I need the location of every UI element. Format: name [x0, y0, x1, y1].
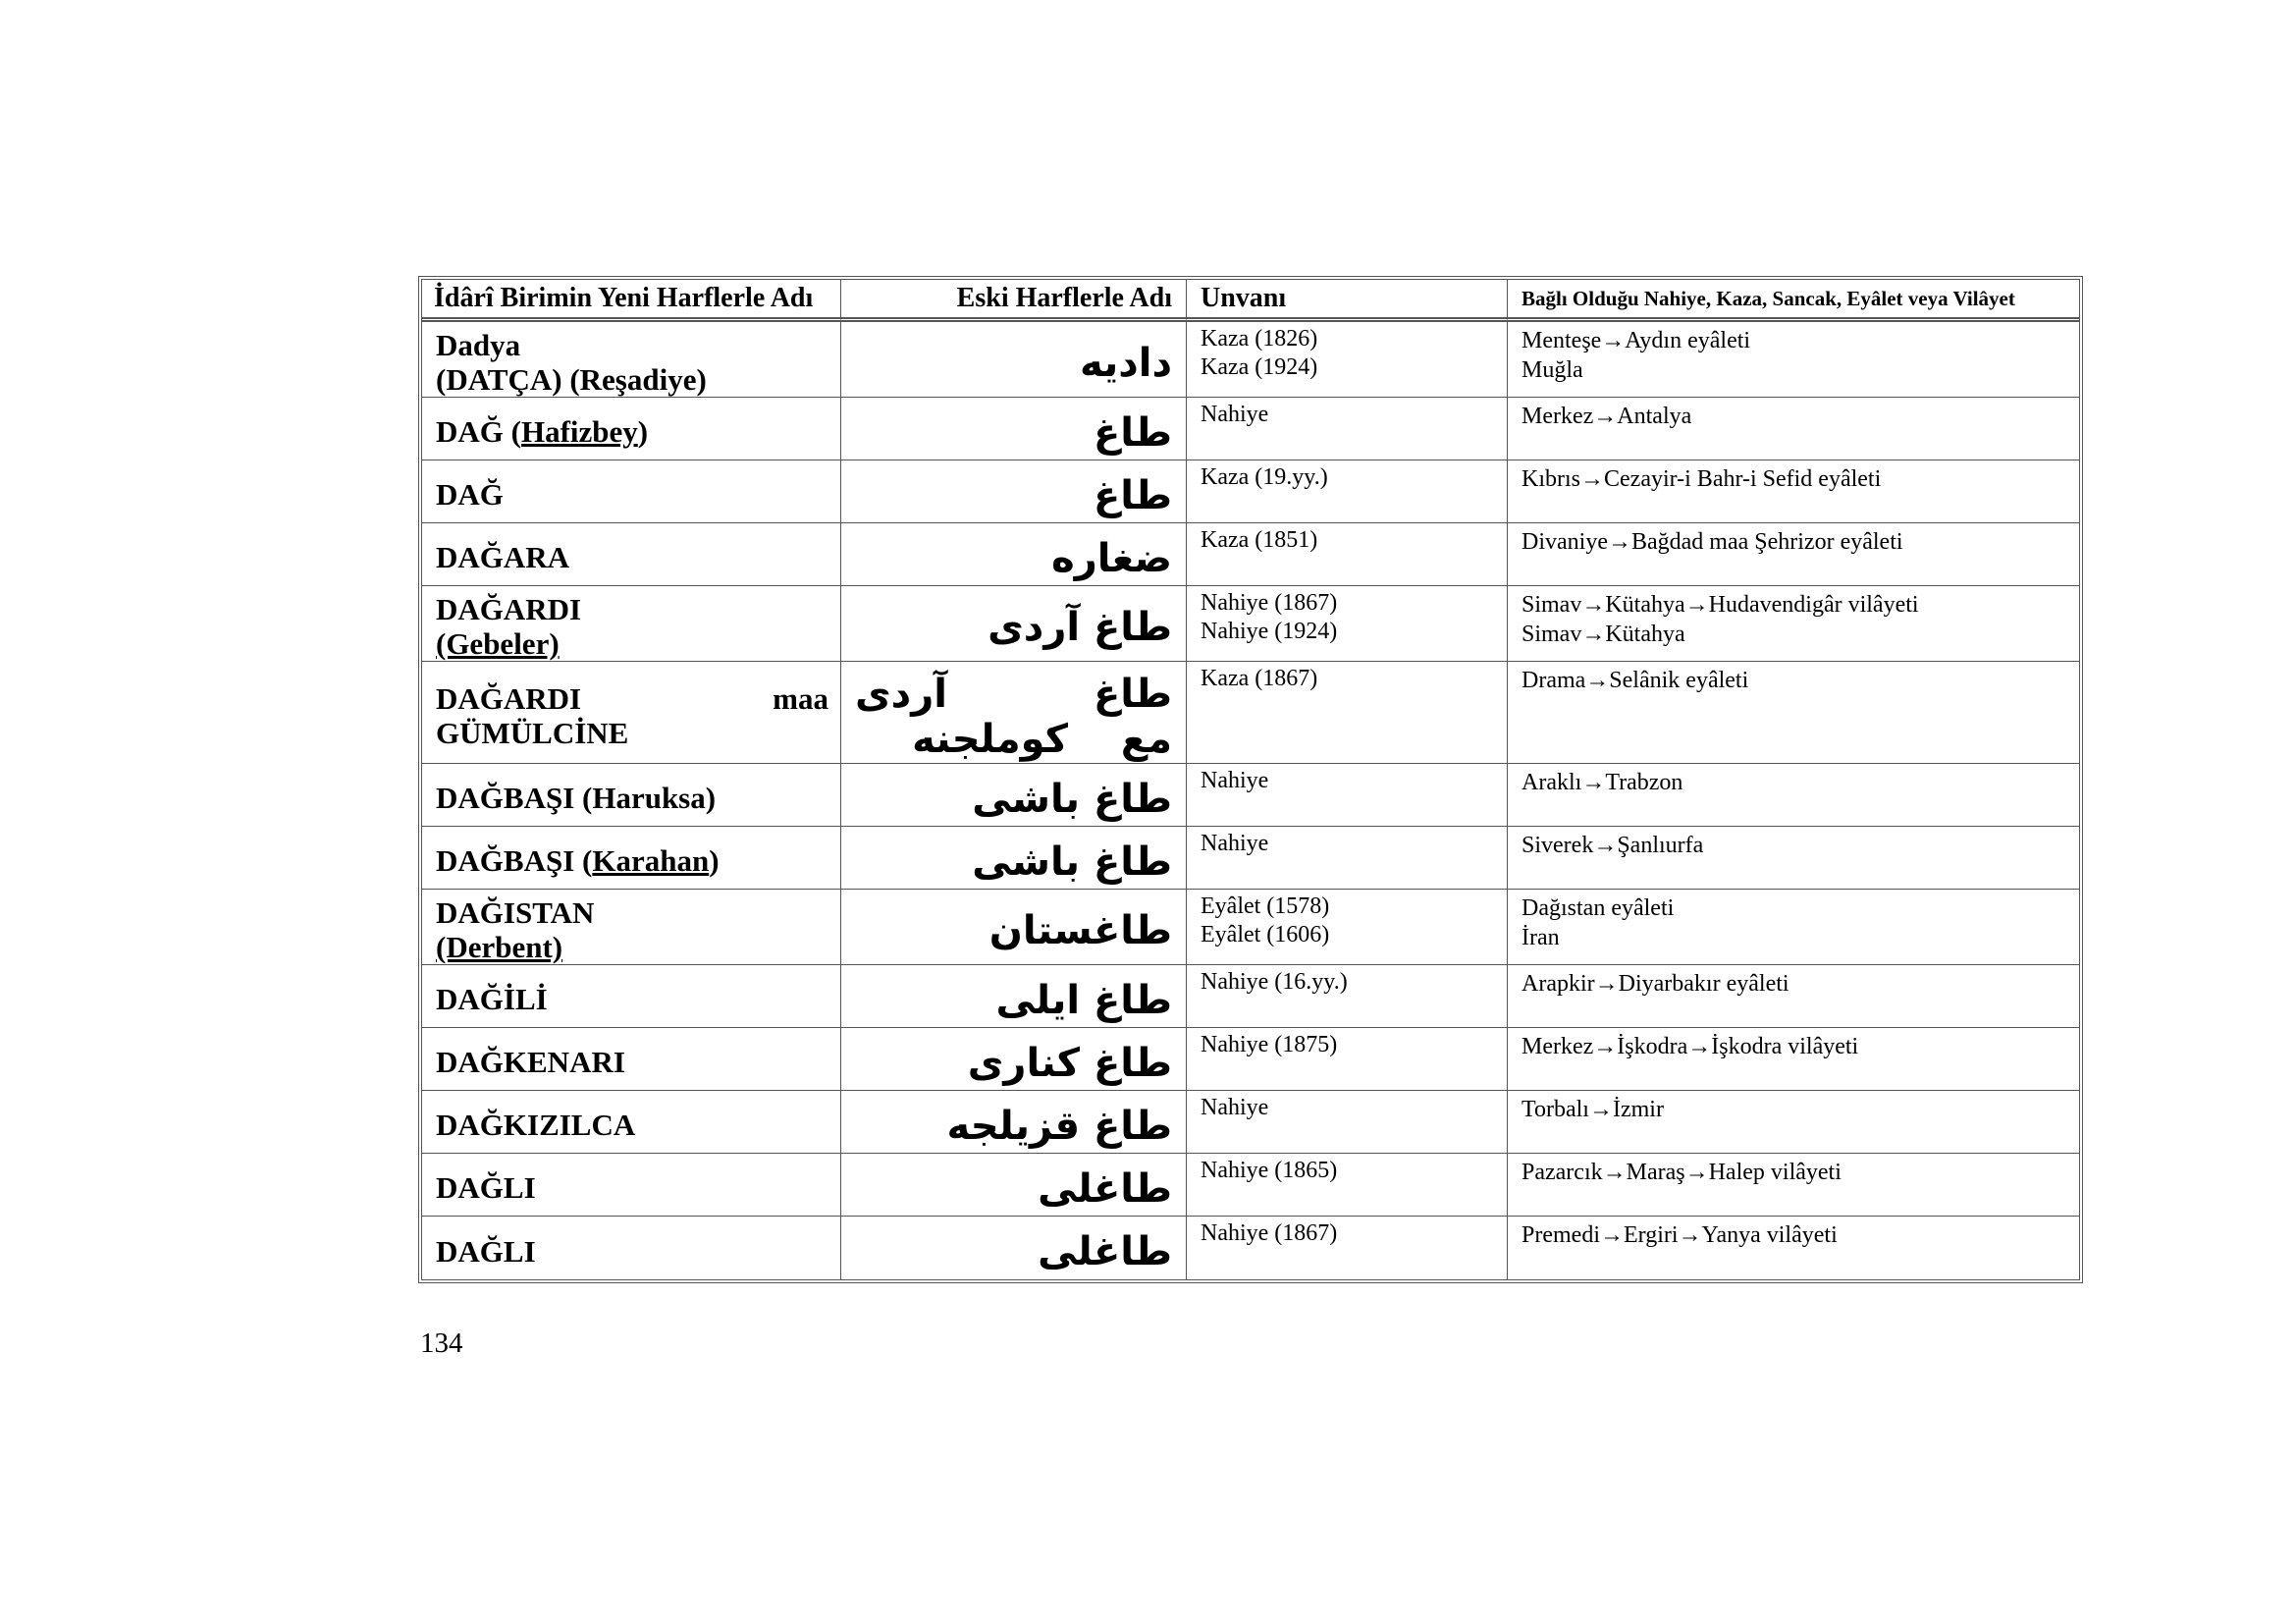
header-affiliation: Bağlı Olduğu Nahiye, Kaza, Sancak, Eyâlet veya Vilâyet	[1508, 280, 2079, 322]
affiliation-line: Merkez→İşkodra→İşkodra vilâyeti	[1522, 1034, 1859, 1059]
affiliation-cell	[1508, 827, 2079, 890]
affiliation-cell	[1508, 662, 2079, 764]
new-name-cell	[422, 827, 841, 890]
affiliation-line: Drama→Selânik eyâleti	[1522, 668, 1749, 693]
table-row	[422, 662, 2079, 764]
affiliation-line: Araklı→Trabzon	[1522, 770, 1683, 795]
affiliation-cell	[1508, 1028, 2079, 1091]
affiliation-line: Divaniye→Bağdad maa Şehrizor eyâleti	[1522, 529, 1903, 555]
new-name-line: DAĞKIZILCA	[436, 1108, 636, 1142]
old-name-cell: طاغ باشی	[841, 827, 1187, 890]
title-cell	[1187, 1028, 1508, 1091]
old-name-cell: طاغ کناری	[841, 1028, 1187, 1091]
title-line: Kaza (1851)	[1201, 527, 1318, 553]
affiliation-line: Pazarcık→Maraş→Halep vilâyeti	[1522, 1160, 1842, 1185]
new-name-cell	[422, 1217, 841, 1279]
table-header-row	[422, 280, 2079, 322]
title-cell	[1187, 827, 1508, 890]
old-name-cell: طاغ آردی	[841, 586, 1187, 662]
old-name-cell: دادیه	[841, 322, 1187, 398]
old-name-cell: طاغلی	[841, 1154, 1187, 1217]
new-name-cell	[422, 1154, 841, 1217]
affiliation-cell	[1508, 1154, 2079, 1217]
title-line: Kaza (19.yy.)	[1201, 464, 1328, 490]
affiliation-cell	[1508, 523, 2079, 586]
affiliation-line: Siverek→Şanlıurfa	[1522, 833, 1704, 858]
new-name-text: maa	[773, 680, 828, 716]
new-name-line: DAĞARA	[436, 540, 570, 574]
title-line: Kaza (1867)	[1201, 666, 1318, 691]
affiliation-line: Menteşe→Aydın eyâleti	[1522, 328, 1751, 353]
new-name-text: )	[637, 414, 649, 449]
new-name-line: (DATÇA) (Reşadiye)	[436, 362, 707, 397]
table-row	[422, 523, 2079, 586]
new-name-text: DAĞBAŞI (	[436, 843, 593, 878]
affiliation-cell	[1508, 1217, 2079, 1279]
new-name-line: DAĞ	[436, 477, 504, 512]
affiliation-cell	[1508, 965, 2079, 1028]
title-line: Nahiye (1865)	[1201, 1158, 1338, 1183]
table-row	[422, 827, 2079, 890]
new-name-line: Dadya	[436, 328, 521, 362]
title-line: Nahiye (16.yy.)	[1201, 969, 1348, 995]
title-cell	[1187, 890, 1508, 965]
title-line: Nahiye (1867)	[1201, 590, 1338, 616]
title-line: Nahiye	[1201, 402, 1269, 427]
title-cell	[1187, 322, 1508, 398]
affiliation-cell	[1508, 322, 2079, 398]
affiliation-line: Simav→Kütahya→Hudavendigâr vilâyeti	[1522, 592, 1919, 618]
affiliation-line: Torbalı→İzmir	[1522, 1097, 1664, 1122]
new-name-line: DAĞISTAN	[436, 895, 595, 930]
title-line: Nahiye	[1201, 831, 1269, 856]
title-cell	[1187, 1154, 1508, 1217]
table-row	[422, 890, 2079, 965]
title-line: Nahiye (1924)	[1201, 619, 1338, 644]
new-name-line: DAĞKENARI	[436, 1045, 625, 1079]
title-cell	[1187, 398, 1508, 460]
new-name-line: DAĞLI	[436, 1170, 536, 1205]
old-name-cell: طاغ	[841, 398, 1187, 460]
old-name-cell: طاغ قزیلجه	[841, 1091, 1187, 1154]
new-name-cell	[422, 460, 841, 523]
gazetteer-table	[418, 276, 2083, 1283]
title-cell	[1187, 523, 1508, 586]
new-name-cell	[422, 1091, 841, 1154]
new-name-cell	[422, 662, 841, 764]
affiliation-line: Arapkir→Diyarbakır eyâleti	[1522, 971, 1789, 997]
new-name-underlined: Hafizbey	[520, 414, 638, 449]
old-name-cell: طاغ	[841, 460, 1187, 523]
new-name-text: DAĞ (	[436, 414, 521, 449]
new-name-cell	[422, 764, 841, 827]
affiliation-line: Muğla	[1522, 357, 1583, 383]
new-name-underlined: Karahan	[592, 843, 710, 878]
new-name-cell	[422, 965, 841, 1028]
new-name-cell	[422, 322, 841, 398]
new-name-text: )	[709, 843, 720, 878]
new-name-cell	[422, 523, 841, 586]
affiliation-line: Premedi→Ergiri→Yanya vilâyeti	[1522, 1222, 1838, 1248]
gazetteer-table-container	[418, 276, 2075, 1283]
old-name-cell: طاغلی	[841, 1217, 1187, 1279]
affiliation-cell	[1508, 1091, 2079, 1154]
affiliation-cell	[1508, 586, 2079, 662]
table-row	[422, 965, 2079, 1028]
title-cell	[1187, 1217, 1508, 1279]
title-line: Nahiye	[1201, 768, 1269, 793]
affiliation-cell	[1508, 764, 2079, 827]
old-name-cell: طاغ باشی	[841, 764, 1187, 827]
new-name-line: GÜMÜLCİNE	[436, 715, 629, 750]
title-cell	[1187, 764, 1508, 827]
title-cell	[1187, 1091, 1508, 1154]
new-name-cell	[422, 1028, 841, 1091]
new-name-cell	[422, 586, 841, 662]
affiliation-line: Dağıstan eyâleti	[1522, 895, 1675, 921]
new-name-line	[436, 681, 828, 716]
new-name-line: DAĞARDI	[436, 592, 582, 626]
affiliation-line: Kıbrıs→Cezayir-i Bahr-i Sefid eyâleti	[1522, 466, 1882, 492]
title-cell	[1187, 586, 1508, 662]
affiliation-line: Merkez→Antalya	[1522, 404, 1692, 429]
title-line: Eyâlet (1606)	[1201, 922, 1330, 947]
new-name-line: DAĞLI	[436, 1233, 536, 1269]
table-row	[422, 1091, 2079, 1154]
old-name-cell: طاغ ایلی	[841, 965, 1187, 1028]
old-name-cell: طاغستان	[841, 890, 1187, 965]
new-name-text: DAĞARDI	[436, 680, 582, 716]
table-row	[422, 1154, 2079, 1217]
new-name-underlined: (Derbent)	[436, 930, 563, 964]
header-old-name: Eski Harflerle Adı	[841, 280, 1187, 322]
title-cell	[1187, 965, 1508, 1028]
affiliation-cell	[1508, 460, 2079, 523]
affiliation-line: Simav→Kütahya	[1522, 622, 1685, 647]
table-row	[422, 586, 2079, 662]
header-new-name: İdârî Birimin Yeni Harflerle Adı	[422, 280, 841, 322]
table-row	[422, 1028, 2079, 1091]
new-name-cell	[422, 398, 841, 460]
new-name-line: DAĞİLİ	[436, 982, 548, 1016]
table-row	[422, 764, 2079, 827]
title-line: Eyâlet (1578)	[1201, 893, 1330, 919]
table-row	[422, 398, 2079, 460]
affiliation-cell	[1508, 890, 2079, 965]
title-line: Nahiye (1867)	[1201, 1220, 1338, 1246]
title-line: Nahiye	[1201, 1095, 1269, 1120]
new-name-cell	[422, 890, 841, 965]
old-name-cell: ضغاره	[841, 523, 1187, 586]
old-name-cell: طاغ آردی مع کوملجنه	[841, 662, 1187, 764]
affiliation-line: İran	[1522, 925, 1560, 950]
table-row	[422, 460, 2079, 523]
page-number: 134	[420, 1327, 463, 1359]
title-cell	[1187, 460, 1508, 523]
table-row	[422, 322, 2079, 398]
new-name-underlined: (Gebeler)	[436, 626, 560, 661]
affiliation-cell	[1508, 398, 2079, 460]
header-title: Unvanı	[1187, 280, 1508, 322]
new-name-line: DAĞBAŞI (Haruksa)	[436, 781, 717, 815]
title-line: Kaza (1826)	[1201, 326, 1318, 352]
title-line: Nahiye (1875)	[1201, 1032, 1338, 1057]
table-row	[422, 1217, 2079, 1279]
title-cell	[1187, 662, 1508, 764]
title-line: Kaza (1924)	[1201, 354, 1318, 380]
